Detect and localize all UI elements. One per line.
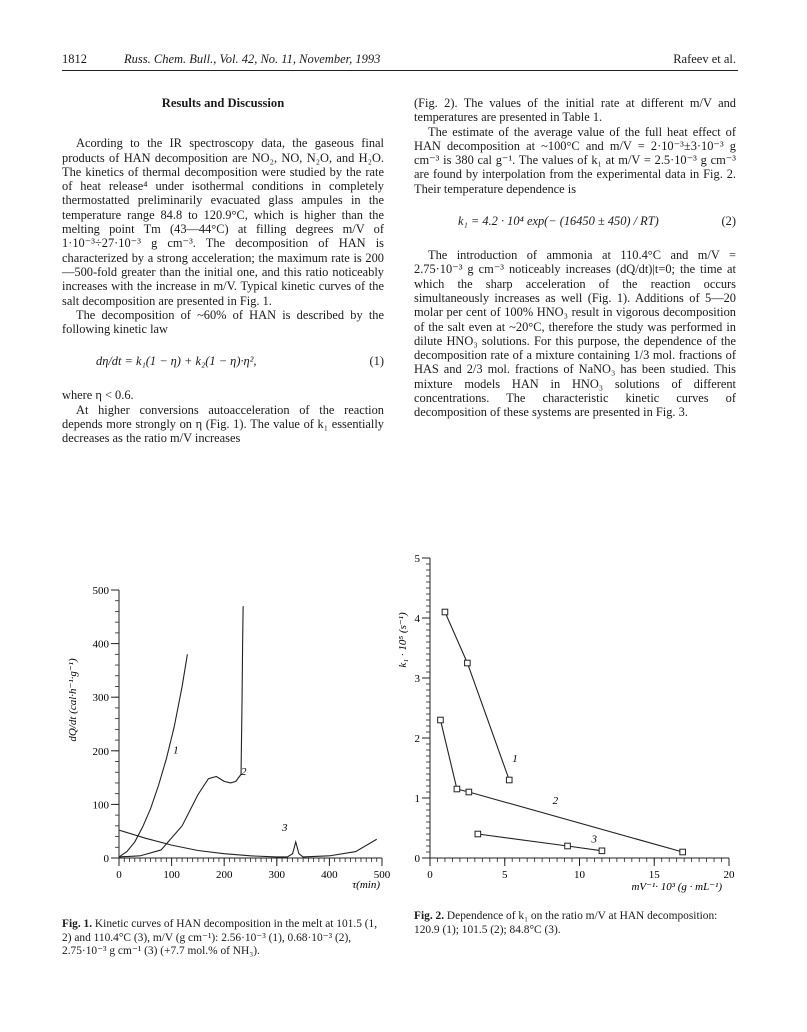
figure-2-chart [392, 540, 752, 900]
curve-label: 3 [282, 822, 288, 835]
header-rule [62, 70, 738, 71]
y-tick-label: 5 [414, 553, 420, 565]
caption-text: Kinetic curves of HAN decomposition in the melt at 101.5 (1, 2) and 110.4°C (3), m/V (g cm⁻¹): 2.56·10⁻³ (1), 0.68·10⁻³ (2), 2.75·10⁻³ g cm⁻¹ (3) (+7.7 mol.% of NH₃). [62, 918, 378, 957]
y-tick-label: 400 [92, 638, 109, 651]
data-point [506, 777, 512, 783]
figure-1 [62, 560, 392, 900]
curve-label: 2 [552, 795, 559, 807]
series-line-1 [445, 612, 509, 780]
equation-1 [62, 342, 384, 382]
y-tick-label: 3 [414, 673, 420, 685]
x-tick-label: 20 [723, 869, 735, 881]
equation-text: k₁ = 4.2 · 10⁴ exp(− (16450 ± 450) / RT) [458, 214, 659, 229]
x-tick-label: 0 [116, 869, 122, 881]
running-author: Rafeev et al. [673, 52, 736, 66]
x-tick-label: 500 [373, 869, 391, 881]
y-tick-label: 4 [414, 613, 420, 625]
paragraph: At higher conversions autoacceleration of the reaction depends more strongly on η (Fig. 1). The value of k₁ essentially decreases as the ratio m/V increases [62, 402, 384, 446]
curve-label: 3 [591, 833, 597, 846]
x-tick-label: 100 [163, 869, 180, 881]
y-tick-label: 2 [414, 733, 420, 745]
paragraph: Acording to the IR spectroscopy data, the gaseous final products of HAN decomposition are NO₂, NO, N₂O, and H₂O. The kinetics of thermal decomposition were studied by the rate of heat release⁴ under isothermal conditions in completely thermostatted preliminarily evacuated glass ampules in the temperature range 84.8 to 120.9°C, which is higher than the melting point Tm (43—44°C) at filling degrees m/V of 1·10⁻³÷27·10⁻³ g cm⁻³. The decomposition of HAN is characterized by a strong acceleration; the maximum rate is 200—500-fold greater than the initial one, and this ratio noticeably increases with the increase in m/V. Typical kinetic curves of the salt decomposition are presented in Fig. 1. [62, 136, 384, 308]
equation-number: (2) [721, 214, 736, 229]
x-axis-label: τ(min) [352, 879, 380, 891]
y-axis-label: dQ/dt (cal·h⁻¹·g⁻¹) [67, 658, 79, 742]
curve-label: 2 [241, 765, 247, 778]
paragraph: where η < 0.6. [62, 388, 134, 403]
x-tick-label: 0 [427, 869, 433, 881]
page-number: 1812 [62, 52, 87, 66]
figure-1-chart [62, 560, 392, 900]
x-tick-label: 5 [502, 869, 508, 881]
equation-number: (1) [369, 354, 384, 369]
paragraph: The introduction of ammonia at 110.4°C and m/V = 2.75·10⁻³ g cm⁻³ noticeably increases (dQ/dt)|t=0; the time at which the sharp acceleration of the reaction occurs simultaneously increases as well (Fig. 1). Additions of 5—20 molar per cent of 100% HNO₃ result in vigorous decomposition of the salt even at ~20°C, therefore the study was performed in dilute HNO₃ solutions. For this purpose, the dependence of the decomposition rate of a mixture containing 1/3 mol. fractions of HAS and 2/3 mol. fractions of NaNO₃ has been studied. This mixture models HAN in HNO₃ solutions of different concentrations. The characteristic kinetic curves of decomposition of these systems are presented in Fig. 3. [414, 248, 736, 420]
data-point [565, 843, 571, 849]
figure-2 [392, 540, 752, 900]
caption-text: Dependence of k₁ on the ratio m/V at HAN decomposition: 120.9 (1); 101.5 (2); 84.8°C (3). [414, 910, 718, 936]
x-tick-label: 300 [268, 869, 286, 881]
paragraph: The decomposition of ~60% of HAN is described by the following kinetic law [62, 307, 384, 337]
y-tick-label: 0 [414, 853, 420, 865]
series-line-3 [119, 830, 377, 857]
x-axis-label: mV⁻¹· 10³ (g · mL⁻¹) [631, 881, 722, 893]
running-head [62, 50, 736, 72]
figure-2-caption [414, 910, 736, 937]
data-point [442, 609, 448, 615]
series-line-2 [119, 606, 243, 857]
x-tick-label: 10 [574, 869, 585, 881]
figure-1-caption [62, 918, 384, 959]
data-point [466, 789, 472, 795]
y-tick-label: 200 [92, 745, 109, 758]
section-heading: Results and Discussion [161, 96, 285, 110]
y-tick-label: 300 [92, 692, 109, 705]
paragraph: The estimate of the average value of the full heat effect of HAN decomposition at ~100°C and m/V = 2·10⁻³±3·10⁻³ g cm⁻³ is 380 cal g⁻¹. The values of k₁ at m/V = 2.5·10⁻³ g cm⁻³ are found by interpolation from the experimental data in Fig. 2. Their temperature dependence is [414, 124, 736, 196]
data-point [599, 848, 605, 854]
y-tick-label: 100 [92, 799, 109, 812]
caption-label: Fig. 1. [62, 918, 93, 930]
x-tick-label: 400 [321, 869, 338, 881]
y-tick-label: 0 [103, 853, 109, 865]
equation-text: dη/dt = k₁(1 − η) + k₂(1 − η)·η², [96, 354, 257, 369]
y-tick-label: 500 [92, 585, 109, 597]
curve-label: 1 [512, 753, 518, 765]
caption-label: Fig. 2. [414, 910, 445, 922]
right-column [414, 96, 736, 420]
y-tick-label: 1 [414, 793, 420, 805]
journal-citation: Russ. Chem. Bull., Vol. 42, No. 11, November, 1993 [124, 52, 381, 66]
data-point [475, 831, 481, 837]
data-point [438, 717, 444, 723]
data-point [680, 849, 686, 855]
y-axis-label: k₁ · 10⁵ (s⁻¹) [397, 612, 409, 668]
x-tick-label: 15 [648, 869, 660, 881]
curve-label: 1 [173, 744, 179, 757]
data-point [454, 786, 460, 792]
left-column [62, 96, 384, 446]
series-line-3 [478, 834, 602, 851]
paragraph: (Fig. 2). The values of the initial rate at different m/V and temperatures are presented in Table 1. [414, 96, 736, 125]
x-tick-label: 200 [215, 869, 233, 881]
equation-2 [414, 202, 736, 242]
data-point [465, 660, 471, 666]
